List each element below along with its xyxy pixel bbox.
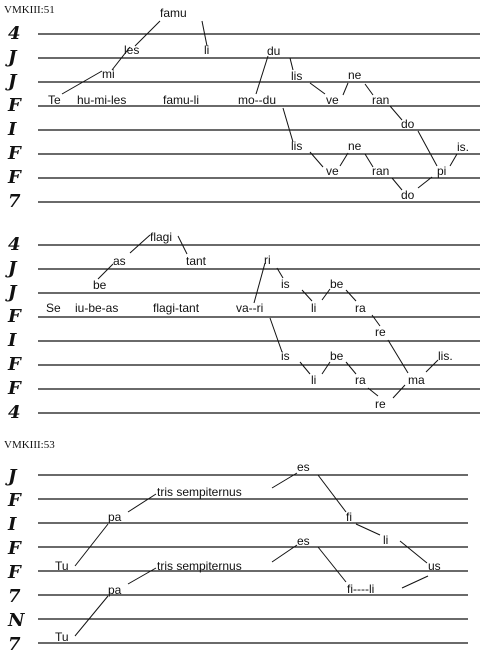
syllable: pa [108,510,122,524]
connector [346,290,356,301]
syllable: du [267,44,281,58]
syllables [48,6,469,202]
syllable: do [401,117,415,131]
syllable: mo--du [238,93,277,107]
connector [400,541,427,563]
syllable: ra [355,373,366,387]
syllable: is [281,277,290,291]
connector [318,475,346,512]
clef-mark: F [8,378,21,399]
syllable: fi [346,510,352,524]
syllable: iu-be-as [75,301,119,315]
connector [300,362,310,374]
syllable: be [93,278,107,292]
clef-mark: 7 [8,586,21,607]
clef-mark: F [8,354,21,375]
clef-mark: F [8,95,21,116]
connector [310,83,325,94]
connector [322,289,330,300]
block-vmkiii-51 [4,4,480,212]
syllable: us [428,559,441,573]
syllable: tant [186,254,207,268]
staff-lines [38,475,468,643]
syllables [55,460,441,644]
syllable: va--ri [236,301,264,315]
connector [270,318,282,352]
block-vmkiii-53 [4,439,468,655]
syllable: flagi [150,230,173,244]
syllable: re [375,397,386,411]
syllable: tris sempiternus [157,485,242,499]
syllable: pa [108,583,122,597]
clef-column [5,234,22,423]
syllables [46,230,453,411]
clef-mark: I [8,119,17,140]
syllable: famu-li [163,93,200,107]
syllable: do [401,188,415,202]
clef-mark: 7 [8,634,21,655]
syllable: lis. [438,349,453,363]
connector [130,235,150,253]
clef-mark: 7 [8,191,21,212]
syllable: pi [437,164,447,178]
connector [75,524,108,566]
syllable: fi----li [347,582,375,596]
connector [128,494,156,512]
connector [318,547,346,582]
clef-mark: J [8,71,17,92]
block-reference: VMKIII:51 [4,4,55,16]
clef-mark: F [8,306,21,327]
syllable: Te [48,93,61,107]
connector [426,360,438,372]
syllable: Tu [55,630,69,644]
syllable: lis [291,139,303,153]
connector [75,596,108,636]
syllable: ma [408,373,425,387]
connector [402,576,428,588]
clef-mark: F [8,167,21,188]
clef-mark: F [8,538,21,559]
syllable: ran [372,93,390,107]
staff-lines [38,245,480,413]
connector [356,524,380,535]
syllable: as [113,254,126,268]
connector [418,131,437,166]
syllable: lis [291,69,303,83]
syllable: ve [326,93,339,107]
syllable: ne [348,68,362,82]
block-continuation [5,230,480,423]
clef-mark: J [8,282,17,303]
syllable: is [281,349,290,363]
syllable: mi [102,67,115,81]
syllable: ra [355,301,366,315]
connector [256,56,268,94]
syllable: Se [46,301,61,315]
syllable: re [375,325,386,339]
connector [322,362,330,374]
clef-mark: N [8,610,25,631]
connector [450,154,457,166]
syllable: ve [326,164,339,178]
connector [393,385,405,398]
clef-mark: J [8,258,17,279]
syllable: famu [160,6,187,20]
clef-mark: F [8,562,21,583]
syllable: is. [457,140,469,154]
syllable: ri [264,253,271,267]
clef-mark: 4 [8,402,21,423]
syllable: Tu [55,559,69,573]
syllable: flagi-tant [153,301,200,315]
syllable: es [297,460,310,474]
connector [340,153,348,166]
syllable: tris sempiternus [157,559,242,573]
clef-mark: F [8,490,21,511]
syllable: ne [348,139,362,153]
connector [418,177,432,188]
clef-mark: 4 [8,23,21,44]
syllable: li [311,301,317,315]
block-reference: VMKIII:53 [4,439,55,451]
connector [98,264,113,279]
clef-mark: I [8,330,17,351]
clef-mark: F [8,143,21,164]
syllable: hu-mi-les [77,93,127,107]
syllable: les [124,43,140,57]
connector [283,108,293,142]
connector [302,290,312,301]
clef-mark: J [8,466,17,487]
syllable: li [311,373,317,387]
clef-mark: I [8,514,17,535]
connector-lines [75,473,428,636]
syllable: be [330,349,344,363]
syllable: es [297,534,310,548]
connector [388,340,408,373]
syllable: ran [372,164,390,178]
clef-column [5,23,22,212]
syllable: li [383,533,389,547]
syllable: be [330,277,344,291]
clef-column [5,466,26,655]
clef-mark: 4 [8,234,21,255]
syllable: li [204,43,210,57]
connector [343,83,348,95]
clef-mark: J [8,47,17,68]
